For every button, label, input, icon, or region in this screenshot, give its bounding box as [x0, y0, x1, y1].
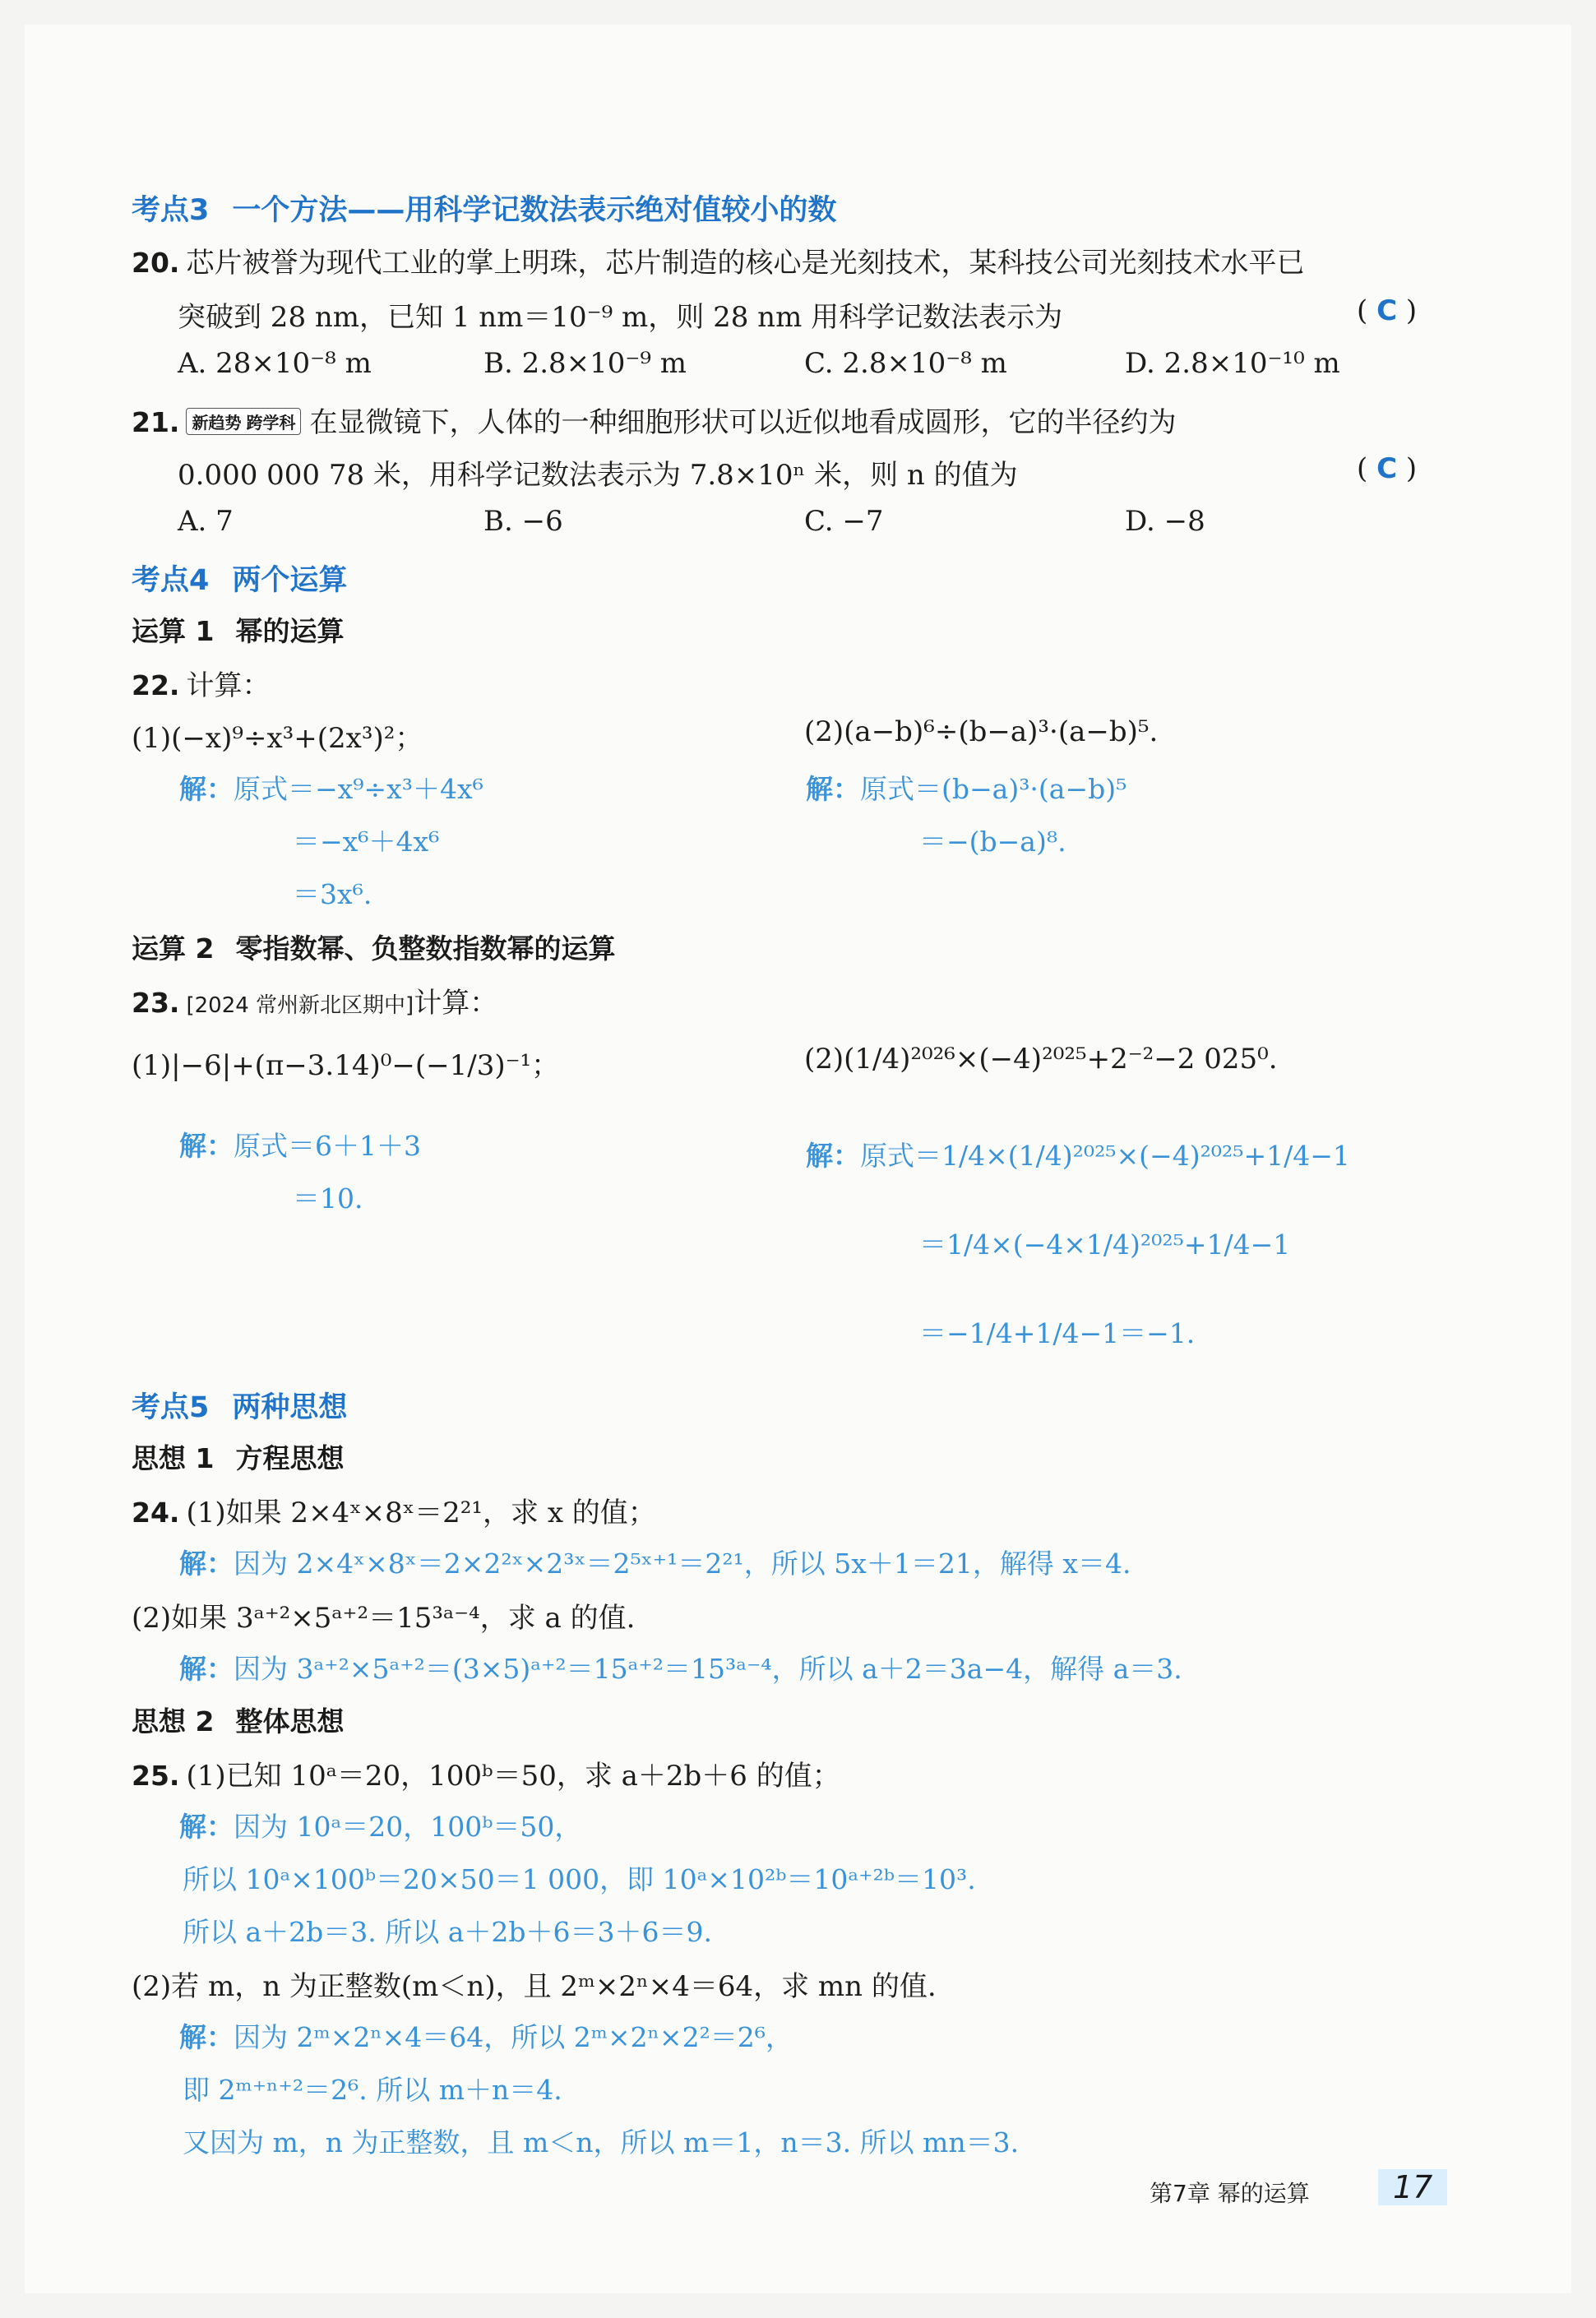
- subheading-th2: [132, 1700, 344, 1739]
- q21-line1: [132, 400, 1176, 440]
- solution-step: 原式＝1/4×(1/4)²⁰²⁵×(−4)²⁰²⁵+1/4−1: [860, 1140, 1350, 1172]
- q25-part1: [132, 1753, 840, 1793]
- q21-answer: ( C ): [1357, 452, 1418, 485]
- subheading-title: 方程思想: [235, 1442, 345, 1474]
- q22-solution1-line3: ＝3x⁶.: [293, 878, 372, 910]
- subheading-op1: [132, 610, 344, 649]
- q22-solution1-line2: ＝−x⁶＋4x⁶: [293, 826, 440, 858]
- q21-option-d: D. −8: [1125, 505, 1205, 538]
- solution-label: 解：: [179, 773, 234, 805]
- solution-step: 因为 2ᵐ×2ⁿ×4＝64，所以 2ᵐ×2ⁿ×2²＝2⁶，: [234, 2021, 793, 2053]
- tag-badge: [186, 408, 301, 435]
- q25-solution2-line3: 又因为 m，n 为正整数，且 m＜n，所以 m＝1，n＝3. 所以 mn＝3.: [183, 2126, 1020, 2158]
- solution-step: 因为 10ᵃ＝20，100ᵇ＝50，: [234, 1811, 582, 1843]
- subheading-op2: [132, 928, 615, 966]
- subheading-title: 零指数幂、负整数指数幂的运算: [235, 932, 616, 965]
- solution-label: 解：: [179, 1653, 234, 1685]
- solution-step: 原式＝−x⁹÷x³＋4x⁶: [234, 773, 483, 805]
- section-heading-k5: [132, 1385, 347, 1426]
- solution-label: 解：: [179, 1130, 234, 1162]
- footer-chapter: 第7章 幂的运算: [1150, 2180, 1310, 2207]
- solution-label: 解：: [179, 1811, 234, 1843]
- solution-label: 解：: [806, 773, 860, 805]
- q23-solution1-line1: [179, 1125, 421, 1164]
- q22-solution1-line1: [179, 768, 483, 807]
- question-text: 计算：: [414, 987, 498, 1020]
- solution-label: 解：: [806, 1140, 860, 1172]
- q24-solution2: [179, 1648, 1182, 1686]
- q23-solution2-line2: ＝1/4×(−4×1/4)²⁰²⁵+1/4−1: [919, 1228, 1291, 1261]
- question-number: 21.: [132, 406, 180, 438]
- question-number: 25.: [132, 1760, 180, 1792]
- q22-prompt: [132, 663, 270, 703]
- solution-step: 原式＝(b−a)³·(a−b)⁵: [860, 773, 1127, 805]
- q23-solution2-line3: ＝−1/4+1/4−1＝−1.: [919, 1317, 1196, 1349]
- question-text: 在显微镜下，人体的一种细胞形状可以近似地看成圆形，它的半径约为: [309, 406, 1177, 439]
- section-heading-k4: [132, 558, 347, 599]
- q21-option-b: B. −6: [483, 505, 563, 538]
- q23-solution2-line1: [806, 1135, 1350, 1173]
- q24-part2: (2)如果 3ᵃ⁺²×5ᵃ⁺²＝15³ᵃ⁻⁴，求 a 的值.: [132, 1602, 636, 1635]
- section-title: 两个运算: [232, 564, 348, 597]
- badge-trend: 新趋势: [192, 413, 242, 433]
- q21-line2: [178, 452, 1018, 493]
- solution-label: 解：: [179, 2021, 234, 2053]
- question-text: (1)已知 10ᵃ＝20，100ᵇ＝50，求 a＋2b＋6 的值；: [186, 1760, 840, 1793]
- answer-letter: C: [1376, 294, 1398, 327]
- subheading-title: 幂的运算: [235, 615, 345, 647]
- solution-step: 因为 2×4ˣ×8ˣ＝2×2²ˣ×2³ˣ＝2⁵ˣ⁺¹＝2²¹，所以 5x＋1＝21，解得 x＝4.: [234, 1548, 1131, 1580]
- badge-crossdiscipline: 跨学科: [246, 413, 296, 433]
- q22-part1: (1)(−x)⁹÷x³+(2x³)²；: [132, 722, 423, 755]
- q25-part2: (2)若 m，n 为正整数(m＜n)，且 2ᵐ×2ⁿ×4＝64，求 mn 的值.: [132, 1970, 937, 2003]
- q20-option-a: A. 28×10⁻⁸ m: [178, 347, 372, 380]
- section-title: 一个方法——用科学记数法表示绝对值较小的数: [232, 194, 837, 227]
- question-text: (1)如果 2×4ˣ×8ˣ＝2²¹，求 x 的值；: [186, 1497, 656, 1529]
- question-text: 芯片被誉为现代工业的掌上明珠，芯片制造的核心是光刻技术，某科技公司光刻技术水平已: [186, 247, 1305, 280]
- q25-solution1-line2: 所以 10ᵃ×100ᵇ＝20×50＝1 000，即 10ᵃ×10²ᵇ＝10ᵃ⁺²ᵇ＝10³.: [183, 1863, 976, 1895]
- subheading-th1: [132, 1437, 344, 1476]
- question-number: 22.: [132, 669, 180, 701]
- q22-part2: (2)(a−b)⁶÷(b−a)³·(a−b)⁵.: [804, 715, 1159, 748]
- q20-option-b: B. 2.8×10⁻⁹ m: [483, 347, 687, 380]
- q23-solution1-line2: ＝10.: [293, 1182, 363, 1215]
- q23-prompt: [132, 980, 497, 1020]
- subheading-title: 整体思想: [235, 1705, 345, 1737]
- question-text: 突破到 28 nm，已知 1 nm＝10⁻⁹ m，则 28 nm 用科学记数法表示为: [178, 301, 1063, 334]
- q23-part2: (2)(1/4)²⁰²⁶×(−4)²⁰²⁵+2⁻²−2 025⁰.: [804, 1043, 1278, 1076]
- section-number: 考点5: [132, 1391, 210, 1424]
- section-heading-k3: [132, 187, 836, 229]
- solution-step: 原式＝6＋1＋3: [234, 1130, 421, 1162]
- q25-solution2-line2: 即 2ᵐ⁺ⁿ⁺²＝2⁶. 所以 m＋n＝4.: [183, 2074, 562, 2106]
- section-number: 考点3: [132, 194, 210, 227]
- subheading-number: 思想 1: [132, 1442, 215, 1474]
- q22-solution2-line2: ＝−(b−a)⁸.: [919, 826, 1066, 858]
- q24-part1: [132, 1490, 656, 1530]
- q21-option-c: C. −7: [804, 505, 884, 538]
- q25-solution1-line1: [179, 1806, 581, 1844]
- question-text: 计算：: [186, 669, 271, 702]
- question-number: 24.: [132, 1497, 180, 1529]
- q21-option-a: A. 7: [178, 505, 234, 538]
- answer-letter: C: [1376, 452, 1398, 485]
- q22-solution2-line1: [806, 768, 1126, 807]
- q25-solution1-line3: 所以 a＋2b＝3. 所以 a＋2b＋6＝3＋6＝9.: [183, 1916, 713, 1948]
- solution-step: 因为 3ᵃ⁺²×5ᵃ⁺²＝(3×5)ᵃ⁺²＝15ᵃ⁺²＝15³ᵃ⁻⁴，所以 a＋2＝3a−4，解得 a＝3.: [234, 1653, 1182, 1685]
- subheading-number: 运算 2: [132, 932, 215, 965]
- q20-answer: ( C ): [1357, 294, 1418, 327]
- q20-option-d: D. 2.8×10⁻¹⁰ m: [1125, 347, 1340, 380]
- q20-option-c: C. 2.8×10⁻⁸ m: [804, 347, 1007, 380]
- section-number: 考点4: [132, 564, 210, 597]
- solution-label: 解：: [179, 1548, 234, 1580]
- q24-solution1: [179, 1543, 1131, 1581]
- q23-part1: (1)|−6|+(π−3.14)⁰−(−1/3)⁻¹；: [132, 1049, 560, 1082]
- q25-solution2-line1: [179, 2016, 793, 2055]
- subheading-number: 思想 2: [132, 1705, 215, 1737]
- question-source: [2024 常州新北区期中]: [186, 993, 414, 1018]
- question-number: 23.: [132, 987, 180, 1019]
- section-title: 两种思想: [232, 1391, 348, 1424]
- question-text: 0.000 000 78 米，用科学记数法表示为 7.8×10ⁿ 米，则 n 的值为: [178, 459, 1018, 492]
- question-number: 20.: [132, 247, 180, 279]
- subheading-number: 运算 1: [132, 615, 215, 647]
- page-number: 17: [1378, 2169, 1447, 2205]
- q20-line2: [178, 294, 1062, 335]
- q20-line1: [132, 240, 1304, 280]
